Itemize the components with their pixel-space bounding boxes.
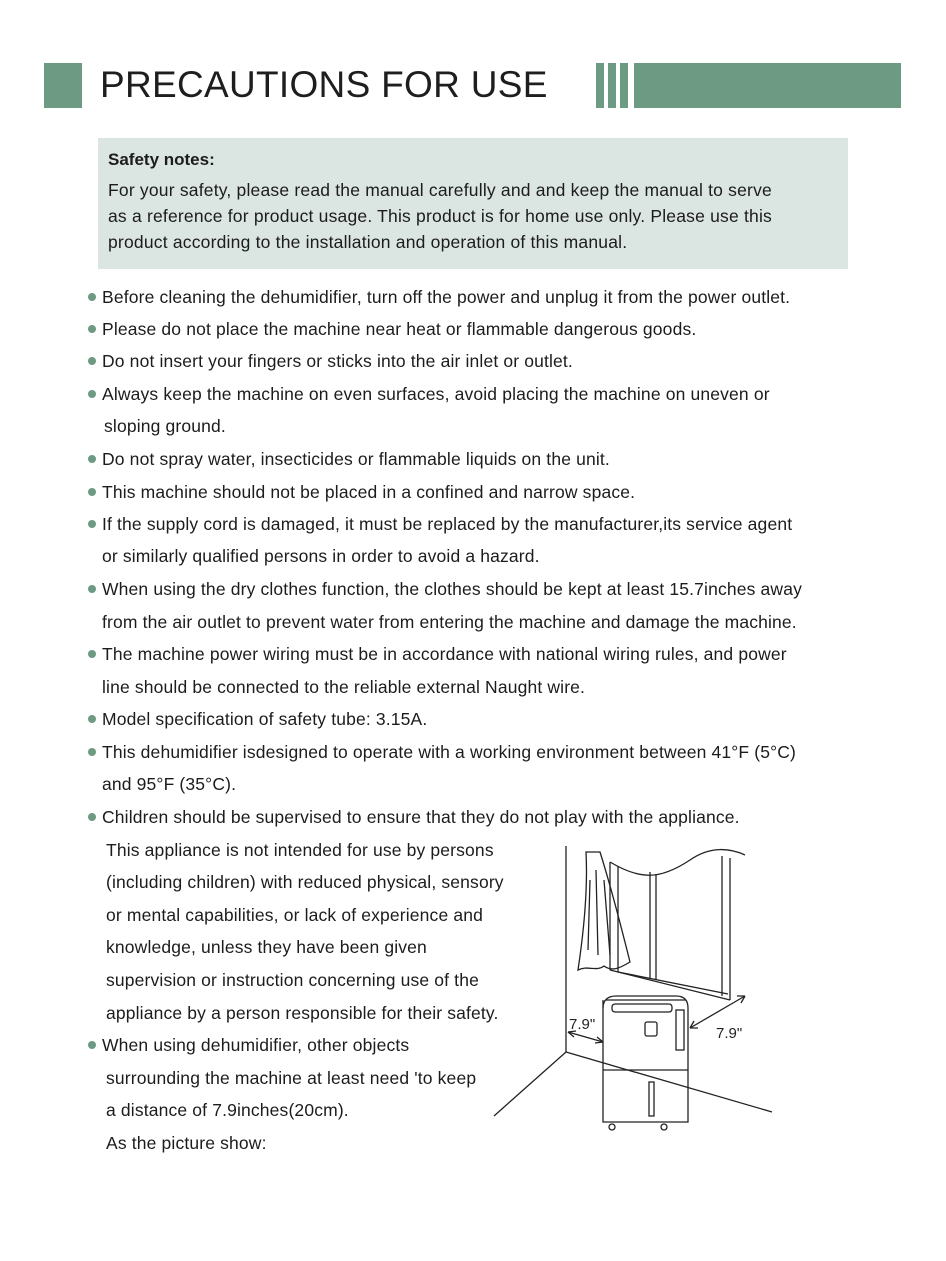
safety-notes-box (98, 138, 848, 269)
precaution-continuation: and 95°F (35°C). (102, 774, 237, 794)
precaution-item: Before cleaning the dehumidifier, turn off the power and unplug it from the power outlet. (88, 281, 790, 314)
bullet-dot-icon (88, 748, 96, 756)
bullet-dot-icon (88, 520, 96, 528)
precaution-continuation: a distance of 7.9inches(20cm). (106, 1100, 349, 1120)
precaution-continuation: sloping ground. (104, 416, 226, 436)
bullet-dot-icon (88, 325, 96, 333)
precaution-item: Please do not place the machine near heat or flammable dangerous goods. (88, 313, 696, 346)
right-clearance-label: 7.9" (716, 1025, 743, 1042)
control-knob-icon (645, 1022, 657, 1036)
precaution-item: Do not spray water, insecticides or flammable liquids on the unit. (88, 443, 610, 476)
precaution-continuation: supervision or instruction concerning use of the (106, 970, 479, 990)
precaution-continuation: As the picture show: (106, 1133, 267, 1153)
precaution-continuation: knowledge, unless they have been given (106, 937, 427, 957)
bullet-dot-icon (88, 293, 96, 301)
control-panel (612, 1004, 672, 1012)
bullet-dot-icon (88, 488, 96, 496)
precaution-continuation: line should be connected to the reliable external Naught wire. (102, 677, 586, 697)
precaution-item: Always keep the machine on even surfaces, avoid placing the machine on uneven or (88, 378, 770, 411)
dehumidifier-body (603, 996, 688, 1122)
bullet-dot-icon (88, 357, 96, 365)
left-clearance-label: 7.9" (569, 1016, 596, 1033)
precaution-item: Model specification of safety tube: 3.15A. (88, 703, 427, 736)
bullet-dot-icon (88, 585, 96, 593)
precaution-continuation: from the air outlet to prevent water from entering the machine and damage the machine. (102, 612, 797, 632)
precaution-continuation: or similarly qualified persons in order to avoid a hazard. (102, 546, 540, 566)
precaution-continuation: appliance by a person responsible for their safety. (106, 1003, 499, 1023)
safety-line: For your safety, please read the manual carefully and and keep the manual to serve (108, 180, 772, 200)
precaution-item: This machine should not be placed in a confined and narrow space. (88, 476, 635, 509)
page-title: PRECAUTIONS FOR USE (100, 64, 548, 105)
right-clearance-arrow (690, 996, 745, 1028)
precaution-item: When using the dry clothes function, the clothes should be kept at least 15.7inches away (88, 573, 802, 606)
dehumidifier-clearance-illustration (490, 838, 790, 1138)
precaution-continuation: (including children) with reduced physical, sensory (106, 872, 504, 892)
window-top-edge (610, 850, 745, 876)
wheel-icon (609, 1124, 615, 1130)
bullet-dot-icon (88, 1041, 96, 1049)
precaution-continuation: surrounding the machine at least need 'to keep (106, 1068, 477, 1088)
precaution-item: When using dehumidifier, other objects (88, 1029, 409, 1062)
safety-notes-title: Safety notes: (108, 150, 215, 169)
header-stripe-bar (596, 63, 906, 108)
curtain-shape (578, 852, 630, 970)
precaution-item: The machine power wiring must be in accordance with national wiring rules, and power (88, 638, 787, 671)
tank-window (649, 1082, 654, 1116)
side-handle (676, 1010, 684, 1050)
precaution-item: This dehumidifier isdesigned to operate with a working environment between 41°F (5°C) (88, 736, 796, 769)
floor-right-line (566, 1052, 772, 1112)
bullet-dot-icon (88, 813, 96, 821)
wheel-icon (661, 1124, 667, 1130)
bullet-dot-icon (88, 715, 96, 723)
precaution-item: If the supply cord is damaged, it must be replaced by the manufacturer,its service agent (88, 508, 792, 541)
bullet-dot-icon (88, 650, 96, 658)
safety-notes-body (108, 177, 848, 255)
precaution-item: Do not insert your fingers or sticks into the air inlet or outlet. (88, 345, 573, 378)
precaution-continuation: or mental capabilities, or lack of experience and (106, 905, 483, 925)
bullet-dot-icon (88, 455, 96, 463)
header-accent-block (44, 63, 82, 108)
safety-line: as a reference for product usage. This product is for home use only. Please use this (108, 206, 773, 226)
precaution-continuation: This appliance is not intended for use by persons (106, 840, 494, 860)
bullet-dot-icon (88, 390, 96, 398)
precaution-item: Children should be supervised to ensure that they do not play with the appliance. (88, 801, 740, 834)
floor-left-line (494, 1052, 566, 1116)
safety-line: product according to the installation and operation of this manual. (108, 232, 628, 252)
